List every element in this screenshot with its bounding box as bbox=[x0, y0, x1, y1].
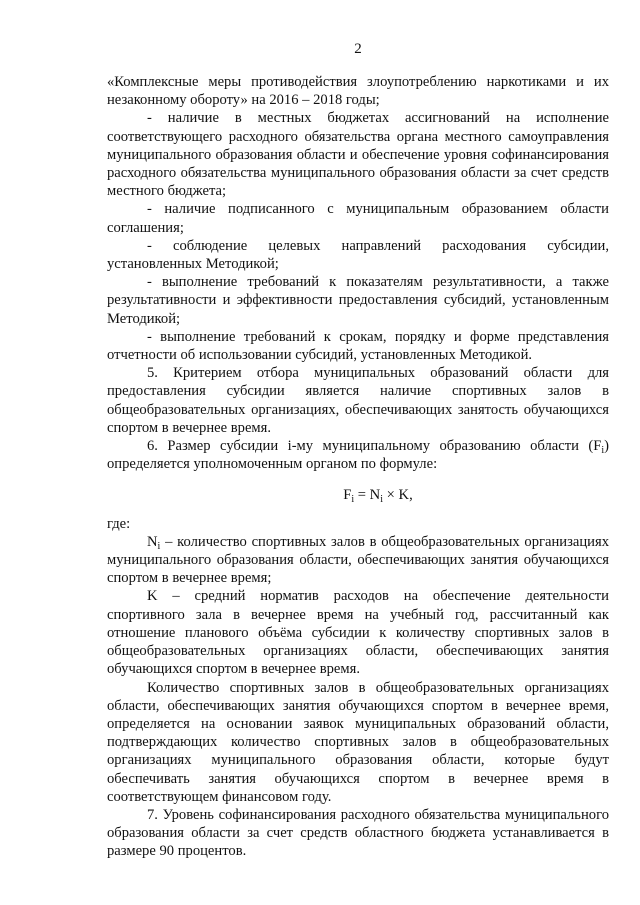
paragraph-gym-count: Количество спортивных залов в общеобразовательных организациях области, обеспечивающих занятия обучающихся спортом в вечернее время, определяется на основании заявок муниципальных образований области, подтверждающих количество спортивных залов в общеобразовательных организациях муниципального образования области, которые будут обеспечивать занятия обучающихся спортом в вечернее время в соответствующем финансовом году. bbox=[107, 679, 609, 805]
paragraph-subsidy-size bbox=[107, 437, 609, 473]
document-body bbox=[107, 73, 609, 861]
formula-n: = N bbox=[354, 487, 381, 504]
subsidy-size-subscript: i bbox=[601, 445, 605, 457]
list-item-performance: - выполнение требований к показателям результативности, а также результативности и эффективности предоставления субсидий, установленным Методикой; bbox=[107, 274, 609, 327]
formula-f: F bbox=[343, 487, 352, 504]
where-label: где: bbox=[107, 515, 131, 532]
definition-n-symbol: N bbox=[147, 533, 158, 550]
definition-n bbox=[107, 533, 609, 588]
list-item-local-budget: - наличие в местных бюджетах ассигнований на исполнение соответствующего расходного обязательства органа местного самоуправления муниципального образования области и обеспечение уровня софинансирования расходного обязательства муниципального образования области за счет средств местного бюджета; bbox=[107, 110, 609, 200]
page-number: 2 bbox=[354, 41, 362, 57]
subsidy-size-text-b: ) определяется уполномоченным органом по формуле: bbox=[107, 438, 609, 473]
formula-k: × K, bbox=[383, 487, 413, 504]
list-item-reporting: - выполнение требований к срокам, порядку и форме представления отчетности об использовании субсидий, установленных Методикой. bbox=[107, 328, 609, 364]
formula bbox=[107, 486, 609, 504]
definition-n-subscript: i bbox=[157, 540, 161, 552]
definition-n-text: – количество спортивных залов в общеобразовательных организациях муниципального образования области, обеспечивающих занятия обучающихся спортом в вечернее время; bbox=[107, 533, 609, 587]
formula-n-subscript: i bbox=[380, 494, 384, 506]
paragraph-selection-criterion: 5. Критерием отбора муниципальных образований области для предоставления субсидии является наличие спортивных залов в общеобразовательных организациях, обеспечивающих занятость обучающихся спортом в вечернее время. bbox=[107, 365, 609, 436]
list-item-target-use: - соблюдение целевых направлений расходования субсидии, установленных Методикой; bbox=[107, 237, 609, 273]
formula-f-subscript: i bbox=[351, 494, 355, 506]
list-item-agreement: - наличие подписанного с муниципальным образованием области соглашения; bbox=[107, 201, 609, 236]
definition-k: K – средний норматив расходов на обеспечение деятельности спортивного зала в вечернее время на учебный год, рассчитанный как отношение планового объёма субсидии к количеству спортивных залов в общеобразовательных организациях области, обеспечивающих занятия обучающихся спортом в вечернее время. bbox=[107, 588, 609, 678]
paragraph-program-title: «Комплексные меры противодействия злоупотреблению наркотиками и их незаконному обороту» на 2016 – 2018 годы; bbox=[107, 74, 609, 109]
subsidy-size-text-a: 6. Размер субсидии i-му муниципальному образованию области (F bbox=[147, 438, 602, 455]
paragraph-cofinancing-level: 7. Уровень софинансирования расходного обязательства муниципального образования области за счет средств областного бюджета устанавливается в размере 90 процентов. bbox=[107, 806, 609, 860]
